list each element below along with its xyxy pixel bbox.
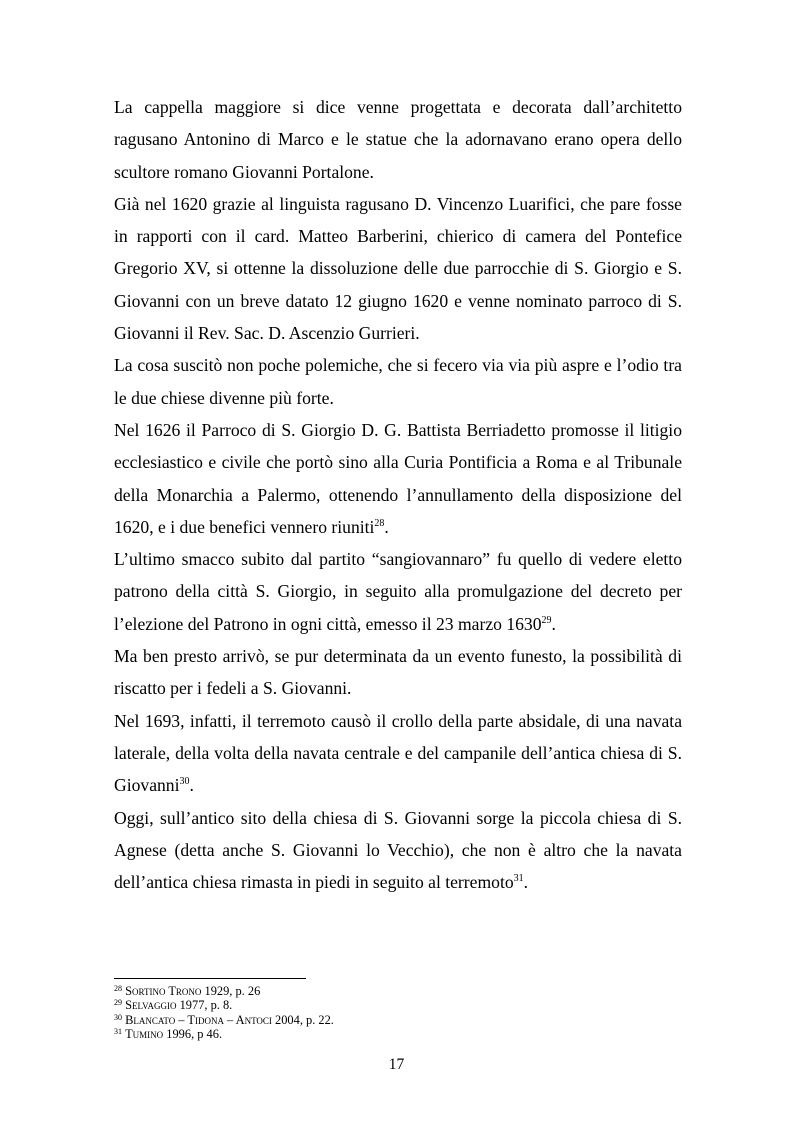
footnote-number: 31 bbox=[114, 1027, 122, 1037]
paragraph-text: La cosa suscitò non poche polemiche, che si fecero via via più aspre e l’odio tra le due chiese divenne più forte. bbox=[114, 355, 682, 408]
footnote bbox=[114, 1027, 682, 1041]
footnote-reference[interactable]: 28 bbox=[374, 517, 385, 529]
paragraph-text: Nel 1693, infatti, il terremoto causò il crollo della parte absidale, di una navata laterale, della volta della navata centrale e del campanile dell’antica chiesa di S. Giovanni bbox=[114, 710, 682, 796]
paragraph bbox=[114, 349, 682, 414]
paragraph bbox=[114, 91, 682, 188]
footnote-reference[interactable]: 30 bbox=[179, 776, 190, 788]
footnote-reference[interactable]: 31 bbox=[513, 873, 524, 885]
page-number: 17 bbox=[388, 1056, 405, 1073]
paragraph-punctuation: . bbox=[384, 516, 389, 537]
paragraph-punctuation: . bbox=[189, 775, 194, 796]
footnote-citation: 1977, p. 8. bbox=[176, 998, 233, 1013]
paragraph bbox=[114, 543, 682, 640]
paragraph-text: L’ultimo smacco subito dal partito “sangiovannaro” fu quello di vedere eletto patrono della città S. Giorgio, in seguito alla promulgazione del decreto per l’elezione del Patrono in ogni città, emesso il 23 marzo 1630 bbox=[114, 549, 682, 634]
footnote-author: Sortino Trono bbox=[125, 984, 202, 998]
footnote bbox=[114, 984, 682, 998]
paragraph bbox=[114, 802, 682, 899]
paragraph-punctuation: . bbox=[551, 613, 556, 634]
paragraph bbox=[114, 640, 682, 705]
paragraph-text: Già nel 1620 grazie al linguista ragusano D. Vincenzo Luarifici, che pare fosse in rapporti con il card. Matteo Barberini, chierico di camera del Pontefice Gregorio XV, si ottenne la dissoluzione delle due parrocchie di S. Giorgio e S. Giovanni con un breve datato 12 giugno 1620 e venne nominato parroco di S. Giovanni il Rev. Sac. D. Ascenzio Gurrieri. bbox=[114, 193, 682, 344]
footnote-citation: 1929, p. 26 bbox=[201, 984, 261, 998]
paragraph-text: Nel 1626 il Parroco di S. Giorgio D. G. Battista Berriadetto promosse il litigio ecclesiastico e civile che portò sino alla Curia Pontificia a Roma e al Tribunale della Monarchia a Palermo, ottenendo l’annullamento della disposizione del 1620, e i due benefici vennero riuniti bbox=[114, 419, 682, 537]
footnote-citation: 1996, p 46. bbox=[163, 1027, 223, 1042]
footnote-author: Selvaggio bbox=[125, 998, 177, 1013]
footnote-divider bbox=[114, 978, 306, 979]
footnote-number: 28 bbox=[114, 984, 122, 993]
paragraph bbox=[114, 705, 682, 802]
footnote-citation: 2004, p. 22. bbox=[271, 1012, 334, 1027]
footnote-reference[interactable]: 29 bbox=[541, 614, 552, 626]
paragraph-punctuation: . bbox=[523, 872, 529, 893]
paragraph bbox=[114, 414, 682, 543]
body-text bbox=[114, 91, 682, 898]
paragraph-text: La cappella maggiore si dice venne progettata e decorata dall’architetto ragusano Antonino di Marco e le statue che la adornavano erano opera dello scultore romano Giovanni Portalone. bbox=[114, 97, 682, 182]
footnote-author: Tumino bbox=[125, 1027, 164, 1042]
footnote-number: 29 bbox=[114, 998, 122, 1008]
paragraph-text: Oggi, sull’antico sito della chiesa di S. Giovanni sorge la piccola chiesa di S. Agnese (detta anche S. Giovanni lo Vecchio), che non è altro che la navata dell’antica chiesa rimasta in piedi in seguito al terremoto bbox=[114, 807, 682, 893]
footnotes bbox=[114, 984, 682, 1042]
paragraph bbox=[114, 188, 682, 349]
footnote bbox=[114, 1013, 682, 1027]
footnote bbox=[114, 998, 682, 1012]
footnote-author: Blancato – Tidona – Antoci bbox=[125, 1012, 272, 1027]
footnote-number: 30 bbox=[114, 1012, 122, 1022]
paragraph-text: Ma ben presto arrivò, se pur determinata da un evento funesto, la possibilità di riscatto per i fedeli a S. Giovanni. bbox=[114, 646, 682, 699]
